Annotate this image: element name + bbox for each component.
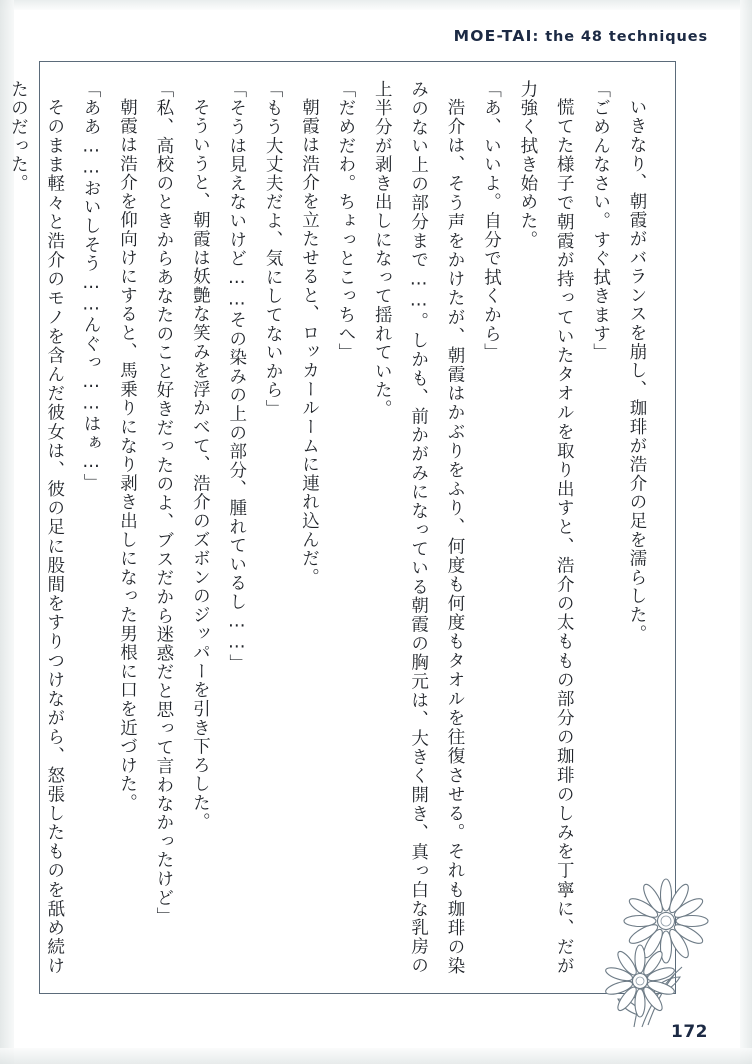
body-text <box>8 80 655 975</box>
page-edge-right <box>740 0 752 1064</box>
body-paragraph: そのまま軽々と浩介のモノを含んだ彼女は、彼の足に股間をすりつけながら、怒張したものを舐め続けたのだった。 <box>8 80 65 975</box>
body-paragraph: 「そうは見えないけど……その染みの上の部分、腫れているし……」 <box>226 80 247 673</box>
body-paragraph: 慌てた様子で朝霞が持っていたタオルを取り出すと、浩介の太ももの部分の珈琲のしみを丁寧に、だが力強く拭き始めた。 <box>517 80 575 975</box>
body-paragraph: 朝霞は浩介を立たせると、ロッカールームに連れ込んだ。 <box>299 97 320 587</box>
running-header-title: MOE-TAI <box>453 27 533 45</box>
body-paragraph: 「もう大丈夫だよ、気にしてないから」 <box>263 80 284 419</box>
body-paragraph: 「ごめんなさい。すぐ拭きます」 <box>590 80 611 362</box>
body-paragraph: 朝霞は浩介を仰向けにすると、馬乗りになり剥き出しになった男根に口を近づけた。 <box>117 97 138 812</box>
body-paragraph: 「だめだわ。ちょっとこっちへ」 <box>335 80 356 362</box>
page-number: 172 <box>671 1022 708 1042</box>
body-paragraph: 「私、高校のときからあなたのこと好きだったのよ、ブスだから迷惑だと思って言わなかったけど」 <box>153 80 174 926</box>
page-edge-bottom <box>0 1048 752 1064</box>
running-header-subtitle: : the 48 techniques <box>532 29 708 45</box>
body-paragraph: 浩介は、そう声をかけたが、朝霞はかぶりをふり、何度も何度もタオルを往復させる。それも珈琲の染みのない上の部分まで……。しかも、前かがみになっている朝霞の胸元は、大きく開き、真っ白な乳房の上半分が剥き出しになって揺れていた。 <box>372 80 466 975</box>
page-edge-top <box>0 0 752 10</box>
body-paragraph: 「あ、いいよ。自分で拭くから」 <box>481 80 502 362</box>
running-header <box>454 27 708 45</box>
body-paragraph: いきなり、朝霞がバランスを崩し、珈琲が浩介の足を濡らした。 <box>627 97 647 643</box>
text-frame-border <box>8 61 676 994</box>
body-paragraph: そういうと、朝霞は妖艶な笑みを浮かべて、浩介のズボンのジッパーを引き下ろした。 <box>190 97 211 831</box>
body-paragraph: 「ああ……おいしそう……んぐっ……はぁ…」 <box>81 80 102 493</box>
